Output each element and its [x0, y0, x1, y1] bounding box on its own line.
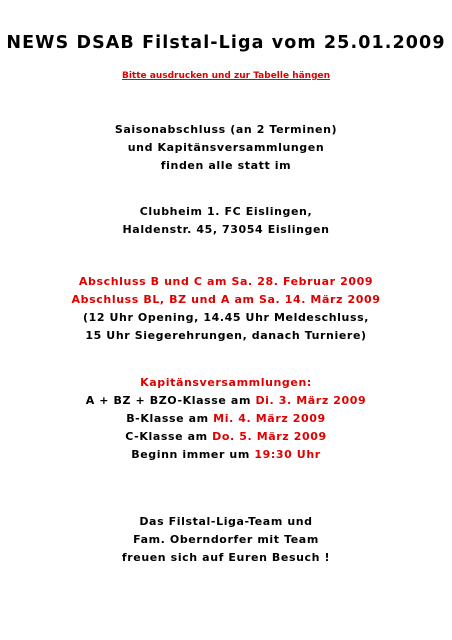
meeting-row-a-bz-bzo: [0, 392, 452, 410]
meeting-row-b-date: Mi. 4. März 2009: [213, 412, 326, 425]
meeting-row-c-label: C-Klasse am: [125, 430, 213, 443]
closing-line-3: freuen sich auf Euren Besuch !: [121, 551, 331, 564]
meeting-start-time-label: Beginn immer um: [131, 448, 255, 461]
season-end-line-2: und Kapitänsversammlungen: [127, 141, 325, 154]
finals-b-c-date: Abschluss B und C am Sa. 28. Februar 2009: [78, 275, 374, 288]
finals-schedule-line-2: 15 Uhr Siegerehrungen, danach Turniere): [85, 329, 367, 342]
finals-schedule-line-1: (12 Uhr Opening, 14.45 Uhr Meldeschluss,: [82, 311, 370, 324]
finals-bl-bz-a-date: Abschluss BL, BZ und A am Sa. 14. März 2009: [71, 293, 381, 306]
season-end-block: [0, 121, 452, 175]
meeting-row-b-label: B-Klasse am: [126, 412, 214, 425]
closing-line-2: Fam. Oberndorfer mit Team: [133, 533, 319, 546]
meeting-row-a-bz-bzo-date: Di. 3. März 2009: [255, 394, 367, 407]
print-note: Bitte ausdrucken und zur Tabelle hängen: [121, 71, 331, 81]
meeting-row-b: [0, 410, 452, 428]
meetings-heading: Kapitänsversammlungen:: [140, 376, 312, 389]
finals-block: [0, 273, 452, 345]
page-title: NEWS DSAB Filstal-Liga vom 25.01.2009: [6, 33, 446, 53]
venue-name: Clubheim 1. FC Eislingen,: [139, 205, 313, 218]
season-end-line-3: finden alle statt im: [160, 159, 292, 172]
meeting-row-c-date: Do. 5. März 2009: [212, 430, 327, 443]
meetings-block: [0, 374, 452, 464]
meeting-start-time: 19:30 Uhr: [254, 448, 321, 461]
meeting-start-time-row: [0, 446, 452, 464]
meeting-row-c: [0, 428, 452, 446]
season-end-line-1: Saisonabschluss (an 2 Terminen): [114, 123, 338, 136]
meeting-row-a-bz-bzo-label: A + BZ + BZO-Klasse am: [85, 394, 256, 407]
venue-block: [0, 203, 452, 239]
closing-line-1: Das Filstal-Liga-Team und: [139, 515, 313, 528]
venue-address: Haldenstr. 45, 73054 Eislingen: [122, 223, 330, 236]
closing-block: [0, 513, 452, 567]
